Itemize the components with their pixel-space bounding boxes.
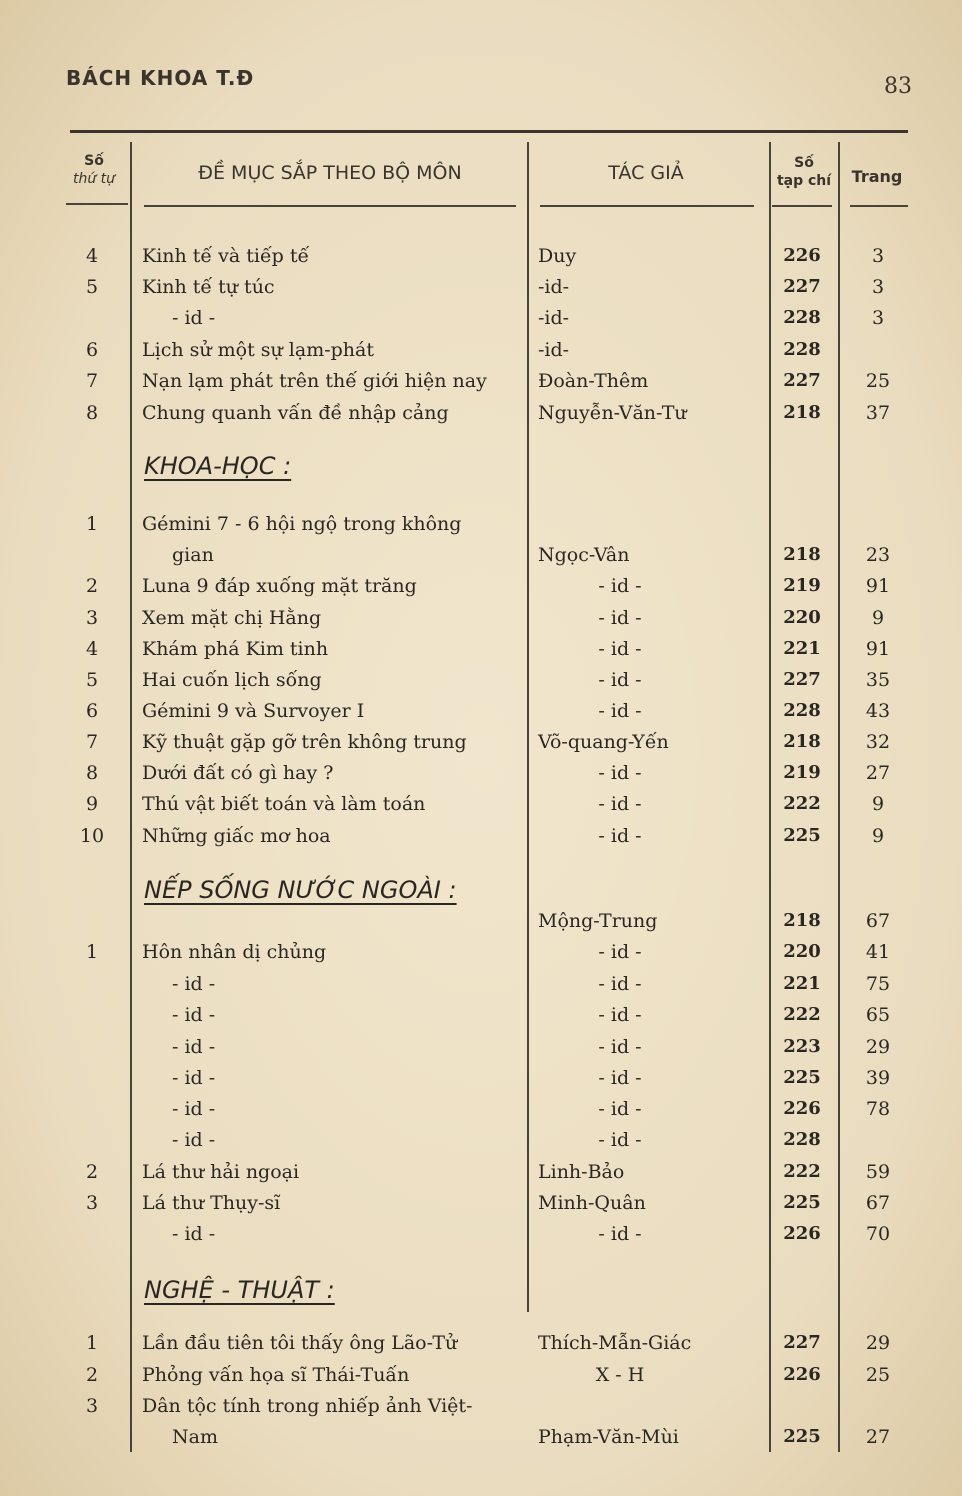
page-ref: 43 <box>865 700 891 722</box>
author-name: - id - <box>598 700 642 722</box>
row-number: 3 <box>85 1192 99 1214</box>
section-heading: NẾP SỐNG NƯỚC NGOÀI : <box>144 876 457 904</box>
author-name: - id - <box>598 1036 642 1058</box>
issue-number: 228 <box>783 307 821 328</box>
page-ref: 9 <box>871 607 885 629</box>
header-no-line1: Số <box>84 153 104 169</box>
issue-number: 227 <box>783 669 821 690</box>
page-ref: 78 <box>865 1098 891 1120</box>
article-title: Xem mặt chị Hằng <box>142 607 322 629</box>
header-no <box>64 152 124 188</box>
page-ref: 9 <box>871 793 885 815</box>
header-issue-line2: tạp chí <box>776 173 832 189</box>
row-number: 2 <box>85 1364 99 1386</box>
page-ref: 70 <box>865 1223 891 1245</box>
row-number: 3 <box>85 607 99 629</box>
row-number: 8 <box>85 762 99 784</box>
issue-number: 221 <box>783 638 821 659</box>
article-title: Nạn lạm phát trên thế giới hiện nay <box>142 370 487 392</box>
issue-number: 225 <box>783 1192 821 1213</box>
page-ref: 59 <box>865 1161 891 1183</box>
article-title: Dưới đất có gì hay ? <box>142 762 334 784</box>
article-title: Gémini 7 - 6 hội ngộ trong không <box>142 513 462 535</box>
page-ref: 39 <box>865 1067 891 1089</box>
author-name: Duy <box>538 245 577 267</box>
article-title: Nam <box>172 1426 218 1448</box>
article-title: Dân tộc tính trong nhiếp ảnh Việt- <box>142 1395 473 1417</box>
article-title: Luna 9 đáp xuống mặt trăng <box>142 575 417 597</box>
issue-number: 220 <box>783 607 821 628</box>
issue-number: 226 <box>783 1098 821 1119</box>
article-title: - id - <box>172 1067 216 1089</box>
header-underline-no <box>66 203 128 205</box>
row-number: 6 <box>85 700 99 722</box>
author-name: Ngọc-Vân <box>538 544 630 566</box>
author-name: - id - <box>598 825 642 847</box>
author-name: - id - <box>598 1098 642 1120</box>
section-heading: NGHỆ - THUẬT : <box>144 1276 335 1304</box>
issue-number: 226 <box>783 245 821 266</box>
page-ref: 91 <box>865 638 891 660</box>
article-title: - id - <box>172 1223 216 1245</box>
page-ref: 29 <box>865 1036 891 1058</box>
row-number: 5 <box>85 669 99 691</box>
row-number: 6 <box>85 339 99 361</box>
row-number: 7 <box>85 731 99 753</box>
page-ref: 27 <box>865 1426 891 1448</box>
author-name: - id - <box>598 941 642 963</box>
issue-number: 228 <box>783 339 821 360</box>
page-ref: 35 <box>865 669 891 691</box>
page-ref: 91 <box>865 575 891 597</box>
author-name: - id - <box>598 1129 642 1151</box>
article-title: Chung quanh vấn đề nhập cảng <box>142 402 449 424</box>
issue-number: 226 <box>783 1364 821 1385</box>
top-rule <box>70 130 908 133</box>
row-number: 4 <box>85 638 99 660</box>
row-number: 9 <box>85 793 99 815</box>
author-name: -id- <box>538 307 570 329</box>
author-name: X - H <box>595 1364 645 1386</box>
article-title: Lá thư Thụy-sĩ <box>142 1192 281 1214</box>
article-title: Thú vật biết toán và làm toán <box>142 793 426 815</box>
row-number: 5 <box>85 276 99 298</box>
author-name: - id - <box>598 638 642 660</box>
page-ref: 65 <box>865 1004 891 1026</box>
issue-number: 218 <box>783 544 821 565</box>
article-title: Khám phá Kim tinh <box>142 638 329 660</box>
article-title: Kinh tế tự túc <box>142 276 275 298</box>
article-title: Hai cuốn lịch sống <box>142 669 322 691</box>
row-number: 8 <box>85 402 99 424</box>
author-name: - id - <box>598 1067 642 1089</box>
page-ref: 9 <box>871 825 885 847</box>
row-number: 1 <box>85 513 99 535</box>
header-underline-issue <box>772 205 832 207</box>
issue-number: 222 <box>783 1161 821 1182</box>
author-name: - id - <box>598 793 642 815</box>
row-number: 3 <box>85 1395 99 1417</box>
author-name: - id - <box>598 607 642 629</box>
author-name: - id - <box>598 669 642 691</box>
header-issue <box>772 154 836 190</box>
issue-number: 219 <box>783 762 821 783</box>
author-name: - id - <box>598 575 642 597</box>
header-underline-page <box>850 205 908 207</box>
author-name: - id - <box>598 1223 642 1245</box>
page-ref: 25 <box>865 1364 891 1386</box>
article-title: Lá thư hải ngoại <box>142 1161 300 1183</box>
author-name: -id- <box>538 339 570 361</box>
article-title: Kỹ thuật gặp gỡ trên không trung <box>142 731 467 753</box>
author-name: - id - <box>598 762 642 784</box>
issue-number: 218 <box>783 910 821 931</box>
page-ref: 41 <box>865 941 891 963</box>
row-number: 4 <box>85 245 99 267</box>
page-ref: 67 <box>865 1192 891 1214</box>
column-divider-1 <box>130 142 132 1452</box>
page-ref: 37 <box>865 402 891 424</box>
page-ref: 75 <box>865 973 891 995</box>
header-subject: ĐỀ MỤC SẮP THEO BỘ MÔN <box>198 162 462 184</box>
issue-number: 227 <box>783 276 821 297</box>
header-no-line2: thứ tự <box>72 171 116 187</box>
article-title: - id - <box>172 307 216 329</box>
issue-number: 227 <box>783 370 821 391</box>
article-title: - id - <box>172 1129 216 1151</box>
page-number: 83 <box>884 74 912 99</box>
author-name: Mộng-Trung <box>538 910 658 932</box>
article-title: - id - <box>172 1098 216 1120</box>
row-number: 1 <box>85 1332 99 1354</box>
page-ref: 27 <box>865 762 891 784</box>
page-ref: 23 <box>865 544 891 566</box>
article-title: - id - <box>172 1004 216 1026</box>
article-title: - id - <box>172 973 216 995</box>
article-title: Lịch sử một sự lạm-phát <box>142 339 374 361</box>
column-divider-3 <box>769 142 771 1452</box>
page-ref: 25 <box>865 370 891 392</box>
article-title: Gémini 9 và Survoyer I <box>142 700 365 722</box>
header-underline-author <box>540 205 754 207</box>
author-name: Đoàn-Thêm <box>538 370 649 392</box>
author-name: Nguyễn-Văn-Tư <box>538 402 687 424</box>
row-number: 2 <box>85 1161 99 1183</box>
author-name: Võ-quang-Yến <box>538 731 669 753</box>
issue-number: 225 <box>783 825 821 846</box>
issue-number: 228 <box>783 700 821 721</box>
row-number: 7 <box>85 370 99 392</box>
row-number: 2 <box>85 575 99 597</box>
article-title: Phỏng vấn họa sĩ Thái-Tuấn <box>142 1364 410 1386</box>
page-ref: 3 <box>871 307 885 329</box>
page-ref: 3 <box>871 245 885 267</box>
article-title: Những giấc mơ hoa <box>142 825 331 847</box>
journal-title: BÁCH KHOA T.Đ <box>66 66 255 90</box>
issue-number: 225 <box>783 1426 821 1447</box>
author-name: Linh-Bảo <box>538 1161 625 1183</box>
issue-number: 218 <box>783 402 821 423</box>
author-name: Phạm-Văn-Mùi <box>538 1426 679 1448</box>
section-heading: KHOA-HỌC : <box>144 452 292 480</box>
article-title: - id - <box>172 1036 216 1058</box>
column-divider-2 <box>527 142 529 1312</box>
author-name: -id- <box>538 276 570 298</box>
issue-number: 225 <box>783 1067 821 1088</box>
header-underline-subject <box>144 205 516 207</box>
header-issue-line1: Số <box>794 155 814 171</box>
author-name: - id - <box>598 973 642 995</box>
page-ref: 29 <box>865 1332 891 1354</box>
header-author: TÁC GIẢ <box>608 162 684 184</box>
row-number: 1 <box>85 941 99 963</box>
article-title: Lần đầu tiên tôi thấy ông Lão-Tử <box>142 1332 458 1354</box>
author-name: Thích-Mẫn-Giác <box>538 1332 692 1354</box>
issue-number: 220 <box>783 941 821 962</box>
issue-number: 222 <box>783 1004 821 1025</box>
column-divider-4 <box>838 142 840 1452</box>
page-ref: 3 <box>871 276 885 298</box>
page-ref: 32 <box>865 731 891 753</box>
issue-number: 226 <box>783 1223 821 1244</box>
header-page: Trang <box>851 167 903 186</box>
author-name: Minh-Quân <box>538 1192 646 1214</box>
issue-number: 219 <box>783 575 821 596</box>
issue-number: 218 <box>783 731 821 752</box>
author-name: - id - <box>598 1004 642 1026</box>
article-title: gian <box>172 544 214 566</box>
article-title: Kinh tế và tiếp tế <box>142 245 310 267</box>
issue-number: 223 <box>783 1036 821 1057</box>
issue-number: 228 <box>783 1129 821 1150</box>
issue-number: 221 <box>783 973 821 994</box>
issue-number: 227 <box>783 1332 821 1353</box>
issue-number: 222 <box>783 793 821 814</box>
page-ref: 67 <box>865 910 891 932</box>
row-number: 10 <box>79 825 105 847</box>
article-title: Hôn nhân dị chủng <box>142 941 327 963</box>
